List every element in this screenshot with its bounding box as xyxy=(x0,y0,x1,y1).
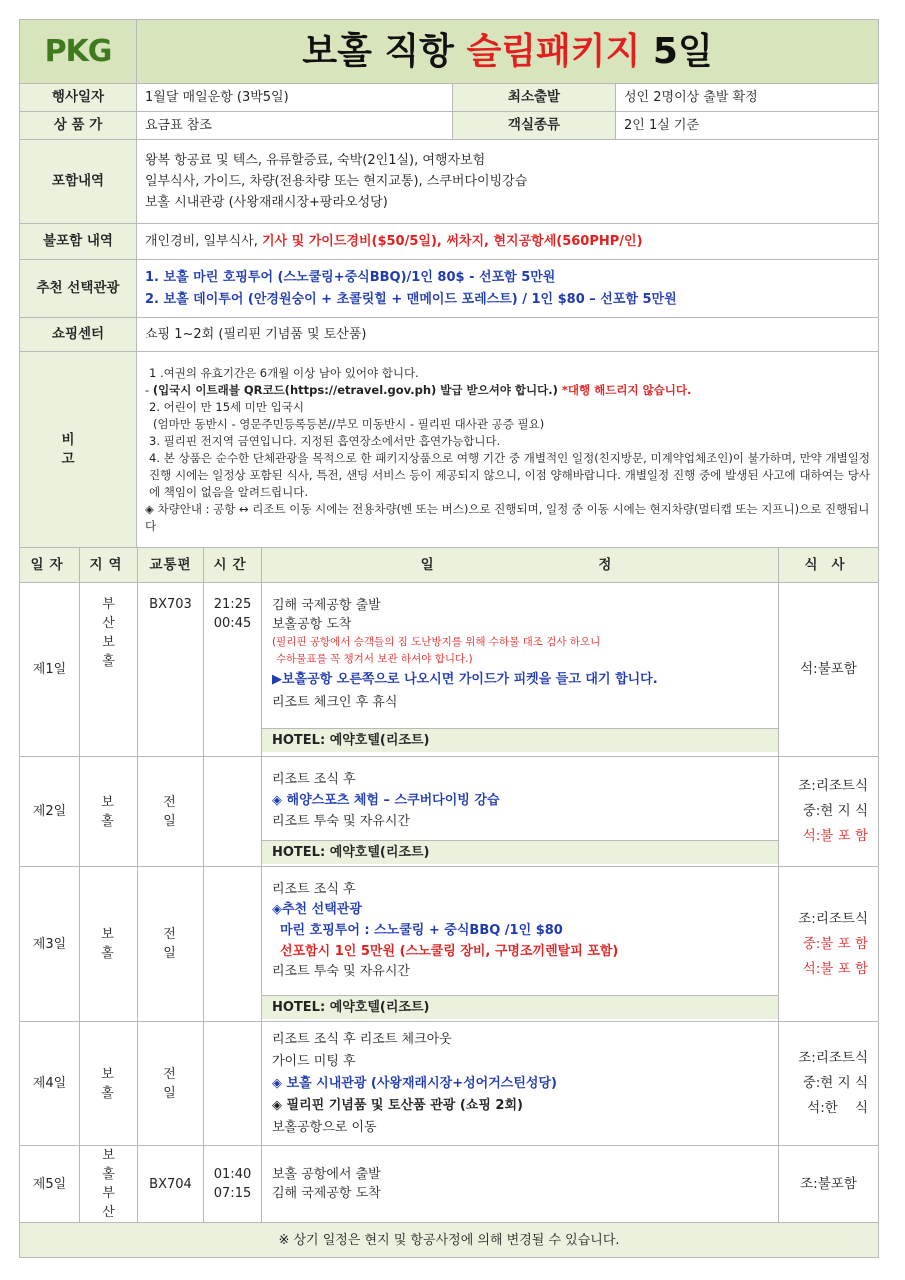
day-transport: 전 일 xyxy=(138,1022,204,1146)
day-transport: BX704 xyxy=(138,1146,204,1223)
footer-note: ※ 상기 일정은 현지 및 항공사정에 의해 변경될 수 있습니다. xyxy=(20,1223,879,1258)
day-region: 보 홀 xyxy=(80,867,138,1022)
exclude-value: 개인경비, 일부식사, 기사 및 가이드경비($50/5일), 써차지, 현지공항세(560PHP/인) xyxy=(137,224,879,260)
min-value: 성인 2명이상 출발 확정 xyxy=(616,84,879,112)
col-itinerary: 일 정 xyxy=(262,548,779,583)
col-region: 지역 xyxy=(80,548,138,583)
day-row xyxy=(20,757,879,867)
date-value: 1월달 매일운항 (3박5일) xyxy=(137,84,453,112)
day-meal: 석:불포함 xyxy=(779,583,879,757)
option-value: 1. 보홀 마린 호핑투어 (스노쿨링+중식BBQ)/1인 80$ - 선포함 5만원 2. 보홀 데이투어 (안경원숭이 + 초콜릿힐 + 맨메이드 포레스트) / 1인 $80 – 선포함 5만원 xyxy=(137,260,879,318)
day-region: 보 홀 부 산 xyxy=(80,1146,138,1223)
day-row xyxy=(20,867,879,1022)
schedule-table xyxy=(19,547,879,1258)
day-row xyxy=(20,1146,879,1223)
day-label: 제2일 xyxy=(20,757,80,867)
room-label: 객실종류 xyxy=(453,112,616,140)
page-title: 보홀 직항 슬림패키지 5일 xyxy=(137,20,879,84)
option-label: 추천 선택관광 xyxy=(20,260,137,318)
note-value: 1 .여권의 유효기간은 6개월 이상 남아 있어야 합니다. - (입국시 이트래블 QR코드(https://etravel.gov.ph) 발급 받으셔야 합니다.) *대행 해드리지 않습니다. 2. 어린이 만 15세 미만 입국시 (엄마만 동반시 - 영문주민등록등본//부모 미동반시 - 필리핀 대사관 공증 필요) 3. 필리핀 전지역 금연입니다. 지정된 흡연장소에서만 흡연가능합니다. 4. 본 상품은 순수한 단체관광을 목적으로 한 패키지상품으로 여행 기간 중 개별적인 일정(친지방문, 미계약업체조인)이 불가하며, 만약 개별일정 진행 시에는 일정상 포함된 식사, 특전, 샌딩 서비스 등이 제공되지 않으니, 이점 양해바랍니다. 개별일정 진행 중에 발생된 사고에 대하여는 당사에 책임이 없음을 알려드립니다. ◈ 차량안내 : 공항 ↔ 리조트 이동 시에는 전용차량(벤 또는 버스)으로 진행되며, 일정 중 이동 시에는 현지차량(멀티캡 또는 지프니)으로 진행됩니다 xyxy=(137,352,879,548)
day-time xyxy=(204,1022,262,1146)
day-meal: 조:리조트식 중:현 지 식 석:불 포 함 xyxy=(779,757,879,867)
hotel-info: HOTEL: 예약호텔(리조트) xyxy=(262,840,778,864)
day-itinerary: 리조트 조식 후 리조트 체크아웃 가이드 미팅 후 ◈ 보홀 시내관광 (사왕재래시장+성어거스틴성당) ◈ 필리핀 기념품 및 토산품 관광 (쇼핑 2회) 보홀공항으로 이동 xyxy=(262,1022,779,1146)
day-region: 보 홀 xyxy=(80,757,138,867)
include-value: 왕복 항공료 및 텍스, 유류할증료, 숙박(2인1실), 여행자보험 일부식사, 가이드, 차량(전용차량 또는 현지교통), 스쿠버다이빙강습 보홀 시내관광 (사왕재래시장+팡라오성당) xyxy=(137,140,879,224)
col-meal: 식사 xyxy=(779,548,879,583)
note-label: 비 고 xyxy=(20,352,137,548)
col-transport: 교통편 xyxy=(138,548,204,583)
day-meal: 조:리조트식 중:불 포 함 석:불 포 함 xyxy=(779,867,879,1022)
day-label: 제3일 xyxy=(20,867,80,1022)
pkg-label: PKG xyxy=(20,20,137,84)
date-label: 행사일자 xyxy=(20,84,137,112)
day-transport: BX703 xyxy=(138,583,204,757)
day-time xyxy=(204,757,262,867)
day-time: 01:40 07:15 xyxy=(204,1146,262,1223)
day-label: 제1일 xyxy=(20,583,80,757)
day-time xyxy=(204,867,262,1022)
hotel-info: HOTEL: 예약호텔(리조트) xyxy=(262,728,778,752)
day-label: 제4일 xyxy=(20,1022,80,1146)
hotel-info: HOTEL: 예약호텔(리조트) xyxy=(262,995,778,1019)
include-label: 포함내역 xyxy=(20,140,137,224)
day-meal: 조:리조트식 중:현 지 식 석:한 식 xyxy=(779,1022,879,1146)
itinerary-document xyxy=(19,19,878,1258)
info-table xyxy=(19,19,879,548)
shop-label: 쇼핑센터 xyxy=(20,318,137,352)
day-row xyxy=(20,583,879,757)
shop-value: 쇼핑 1~2회 (필리핀 기념품 및 토산품) xyxy=(137,318,879,352)
room-value: 2인 1실 기준 xyxy=(616,112,879,140)
day-transport: 전 일 xyxy=(138,867,204,1022)
day-itinerary: 김해 국제공항 출발 보홀공항 도착 (필리핀 공항에서 승객들의 짐 도난방지를 위해 수하물 대조 검사 하오니 수하물표를 꼭 챙겨서 보관 하셔야 합니다.) ▶보홀공항 오른쪽으로 나오시면 가이드가 피켓을 들고 대기 합니다. 리조트 체크인 후 휴식 HOTEL: 예약호텔(리조트) xyxy=(262,583,779,757)
day-itinerary: 리조트 조식 후 ◈ 해양스포츠 체험 – 스쿠버다이빙 강습 리조트 투숙 및 자유시간 HOTEL: 예약호텔(리조트) xyxy=(262,757,779,867)
day-region: 보 홀 xyxy=(80,1022,138,1146)
day-transport: 전 일 xyxy=(138,757,204,867)
min-label: 최소출발 xyxy=(453,84,616,112)
day-row xyxy=(20,1022,879,1146)
col-time: 시간 xyxy=(204,548,262,583)
day-region: 부 산 보 홀 xyxy=(80,583,138,757)
day-itinerary: 리조트 조식 후 ◈추천 선택관광 마린 호핑투어 : 스노쿨링 + 중식BBQ /1인 $80 선포함시 1인 5만원 (스노쿨링 장비, 구명조끼렌탈피 포함) 리조트 투숙 및 자유시간 HOTEL: 예약호텔(리조트) xyxy=(262,867,779,1022)
price-label: 상 품 가 xyxy=(20,112,137,140)
day-meal: 조:불포함 xyxy=(779,1146,879,1223)
day-time: 21:25 00:45 xyxy=(204,583,262,757)
price-value: 요금표 참조 xyxy=(137,112,453,140)
day-label: 제5일 xyxy=(20,1146,80,1223)
exclude-label: 불포함 내역 xyxy=(20,224,137,260)
day-itinerary: 보홀 공항에서 출발 김해 국제공항 도착 xyxy=(262,1146,779,1223)
col-day: 일자 xyxy=(20,548,80,583)
